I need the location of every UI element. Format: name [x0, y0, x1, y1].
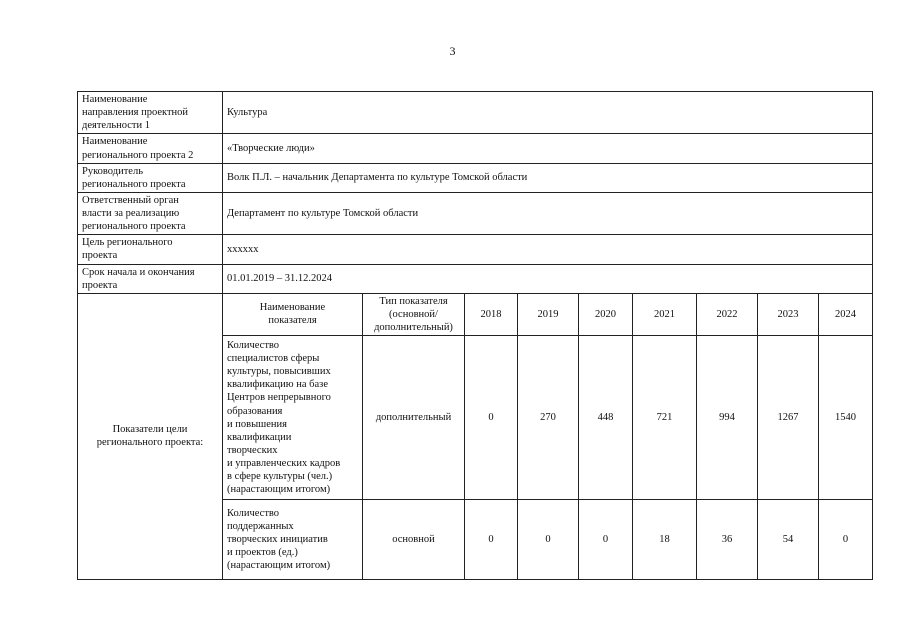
- indicator-1-value-2018: 0: [465, 336, 518, 500]
- row-head: [78, 163, 873, 192]
- indicator-1-type: дополнительный: [363, 336, 465, 500]
- indicator-1-value-2020: 448: [579, 336, 633, 500]
- authority-label: Ответственный орган власти за реализацию регионального проекта: [78, 192, 223, 234]
- indicator-2-value-2023: 54: [758, 500, 819, 580]
- page-number: 3: [449, 44, 456, 58]
- year-header-2021: 2021: [633, 293, 697, 335]
- head-value: Волк П.Л. – начальник Департамента по культуре Томской области: [223, 163, 873, 192]
- period-value: 01.01.2019 – 31.12.2024: [223, 264, 873, 293]
- project-name-value: «Творческие люди»: [223, 134, 873, 163]
- indicator-2-value-2020: 0: [579, 500, 633, 580]
- indicator-2-value-2024: 0: [819, 500, 873, 580]
- row-authority: [78, 192, 873, 234]
- head-label: Руководитель регионального проекта: [78, 163, 223, 192]
- project-name-label: Наименование регионального проекта 2: [78, 134, 223, 163]
- year-header-2020: 2020: [579, 293, 633, 335]
- indicator-1-value-2024: 1540: [819, 336, 873, 500]
- year-header-2018: 2018: [465, 293, 518, 335]
- direction-label: Наименование направления проектной деятельности 1: [78, 92, 223, 134]
- indicator-2-value-2021: 18: [633, 500, 697, 580]
- indicators-section-label: Показатели цели регионального проекта:: [78, 293, 223, 579]
- row-direction: [78, 92, 873, 134]
- period-label: Срок начала и окончания проекта: [78, 264, 223, 293]
- indicator-2-value-2022: 36: [697, 500, 758, 580]
- goal-label: Цель регионального проекта: [78, 235, 223, 264]
- project-passport-table: [77, 91, 873, 580]
- indicators-header-row: [78, 293, 873, 335]
- indicator-2-value-2019: 0: [518, 500, 579, 580]
- indicator-2-name: Количество поддержанных творческих инициатив и проектов (ед.) (нарастающим итогом): [223, 500, 363, 580]
- indicator-1-value-2023: 1267: [758, 336, 819, 500]
- year-header-2019: 2019: [518, 293, 579, 335]
- year-header-2024: 2024: [819, 293, 873, 335]
- authority-value: Департамент по культуре Томской области: [223, 192, 873, 234]
- row-period: [78, 264, 873, 293]
- indicator-1-name: Количество специалистов сферы культуры, повысивших квалификацию на базе Центров непрерывного образования и повышения квалификации творческих и управленческих кадров в сфере культуры (чел.) (нарастающим итогом): [223, 336, 363, 500]
- indicator-type-header: Тип показателя (основной/ дополнительный): [363, 293, 465, 335]
- indicator-name-header: Наименование показателя: [223, 293, 363, 335]
- indicator-2-value-2018: 0: [465, 500, 518, 580]
- indicator-2-type: основной: [363, 500, 465, 580]
- year-header-2022: 2022: [697, 293, 758, 335]
- row-goal: [78, 235, 873, 264]
- indicator-1-value-2021: 721: [633, 336, 697, 500]
- direction-value: Культура: [223, 92, 873, 134]
- goal-value: хххххх: [223, 235, 873, 264]
- indicator-1-value-2019: 270: [518, 336, 579, 500]
- year-header-2023: 2023: [758, 293, 819, 335]
- row-project-name: [78, 134, 873, 163]
- indicator-1-value-2022: 994: [697, 336, 758, 500]
